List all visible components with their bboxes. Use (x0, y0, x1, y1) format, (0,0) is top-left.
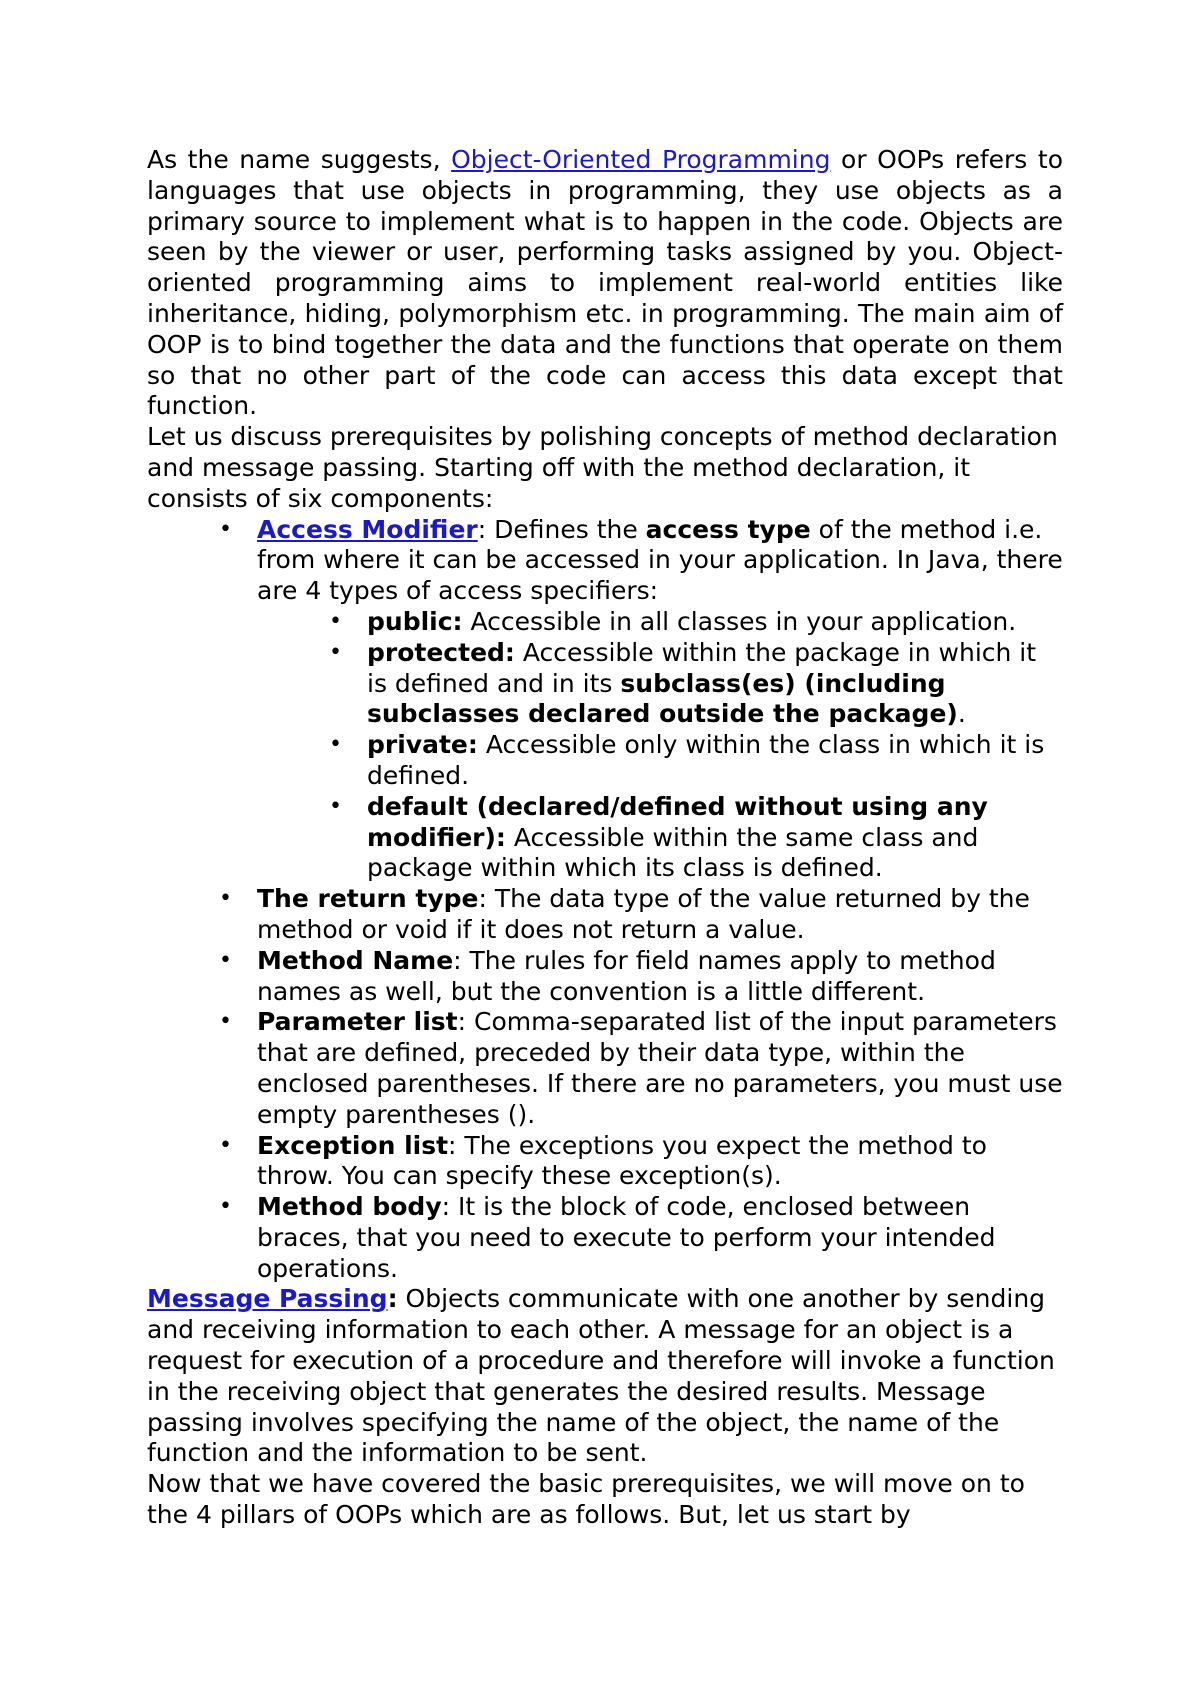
method-components-list (257, 515, 1063, 1285)
exception-list-label: Exception list (257, 1130, 449, 1160)
default-label: default (declared/defined without using any modifier): (367, 791, 988, 852)
intro-text-pre: As the name suggests, (147, 145, 452, 174)
list-item-access-modifier (257, 515, 1063, 885)
parameter-list-label: Parameter list (257, 1007, 458, 1037)
list-item-default (367, 792, 1063, 884)
private-label: private: (367, 730, 478, 760)
access-specifiers-list (367, 607, 1063, 884)
return-type-text: : The data type of the value returned by the method or void if it does not return a value. (257, 884, 1030, 944)
oop-link[interactable]: Object-Oriented Programming (451, 145, 831, 174)
parameter-list-text: : Comma-separated list of the input parameters that are defined, preceded by their data type, within the enclosed parentheses. If there are no parameters, you must use empty parentheses (). (257, 1007, 1063, 1129)
return-type-label: The return type (257, 884, 479, 914)
method-name-text: : The rules for field names apply to method names as well, but the convention is a little different. (257, 945, 996, 1006)
default-text: Accessible within the same class and package within which its class is defined. (367, 822, 979, 883)
message-passing-link[interactable]: Message Passing (147, 1284, 388, 1314)
access-type-bold: access type (645, 514, 811, 544)
method-body-label: Method body (257, 1192, 442, 1222)
intro-paragraph (147, 145, 1063, 422)
protected-end: . (957, 699, 966, 729)
list-item-method-body (257, 1192, 1063, 1284)
document-page (147, 145, 1063, 1531)
exception-list-text: : The exceptions you expect the method to throw. You can specify these exception(s). (257, 1130, 987, 1191)
intro-text-post: or OOPs refers to languages that use objects in programming, they use objects as a primary source to implement what is to happen in the code. Objects are seen by the viewer or user, performing tasks assigned by you. Object-oriented programming aims to implement real-world entities like inheritance, hiding, polymorphism etc. in programming. The main aim of OOP is to bind together the data and the functions that operate on them so that no other part of the code can access this data except that function. (147, 145, 1063, 421)
method-name-label: Method Name (257, 945, 454, 975)
list-item-public (367, 607, 1063, 638)
prerequisites-paragraph: Let us discuss prerequisites by polishing concepts of method declaration and message passing. Starting off with the method declaration, it consists of six components: (147, 422, 1058, 513)
message-passing-text: Objects communicate with one another by sending and receiving information to each other. A message for an object is a request for execution of a procedure and therefore will invoke a function in the receiving object that generates the desired results. Message passing involves specifying the name of the object, the name of the function and the information to be sent. (147, 1284, 1055, 1468)
public-label: public: (367, 606, 463, 636)
pillars-paragraph: Now that we have covered the basic prerequisites, we will move on to the 4 pillars of OOPs which are as follows. But, let us start by (147, 1469, 1025, 1530)
list-item-method-name (257, 946, 1063, 1008)
protected-bold: subclass(es) (including subclasses declared outside the package) (367, 668, 958, 729)
access-modifier-link[interactable]: Access Modifier (257, 514, 478, 544)
list-item-parameter-list (257, 1007, 1063, 1130)
public-text: Accessible in all classes in your application. (462, 606, 1017, 636)
message-passing-colon: : (387, 1284, 398, 1314)
list-item-exception-list (257, 1131, 1063, 1193)
method-body-text: : It is the block of code, enclosed between braces, that you need to execute to perform your intended operations. (257, 1192, 996, 1283)
protected-text: Accessible within the package in which it is defined and in its (367, 637, 1037, 698)
protected-label: protected: (367, 637, 515, 667)
list-item-protected (367, 638, 1063, 730)
access-modifier-text: : Defines the (477, 514, 646, 544)
list-item-return-type (257, 884, 1063, 946)
access-modifier-text-2: of the method i.e. from where it can be accessed in your application. In Java, there are 4 types of access specifiers: (257, 514, 1063, 606)
list-item-private (367, 730, 1063, 792)
private-text: Accessible only within the class in which it is defined. (367, 730, 1045, 790)
message-passing-paragraph (147, 1284, 1063, 1469)
